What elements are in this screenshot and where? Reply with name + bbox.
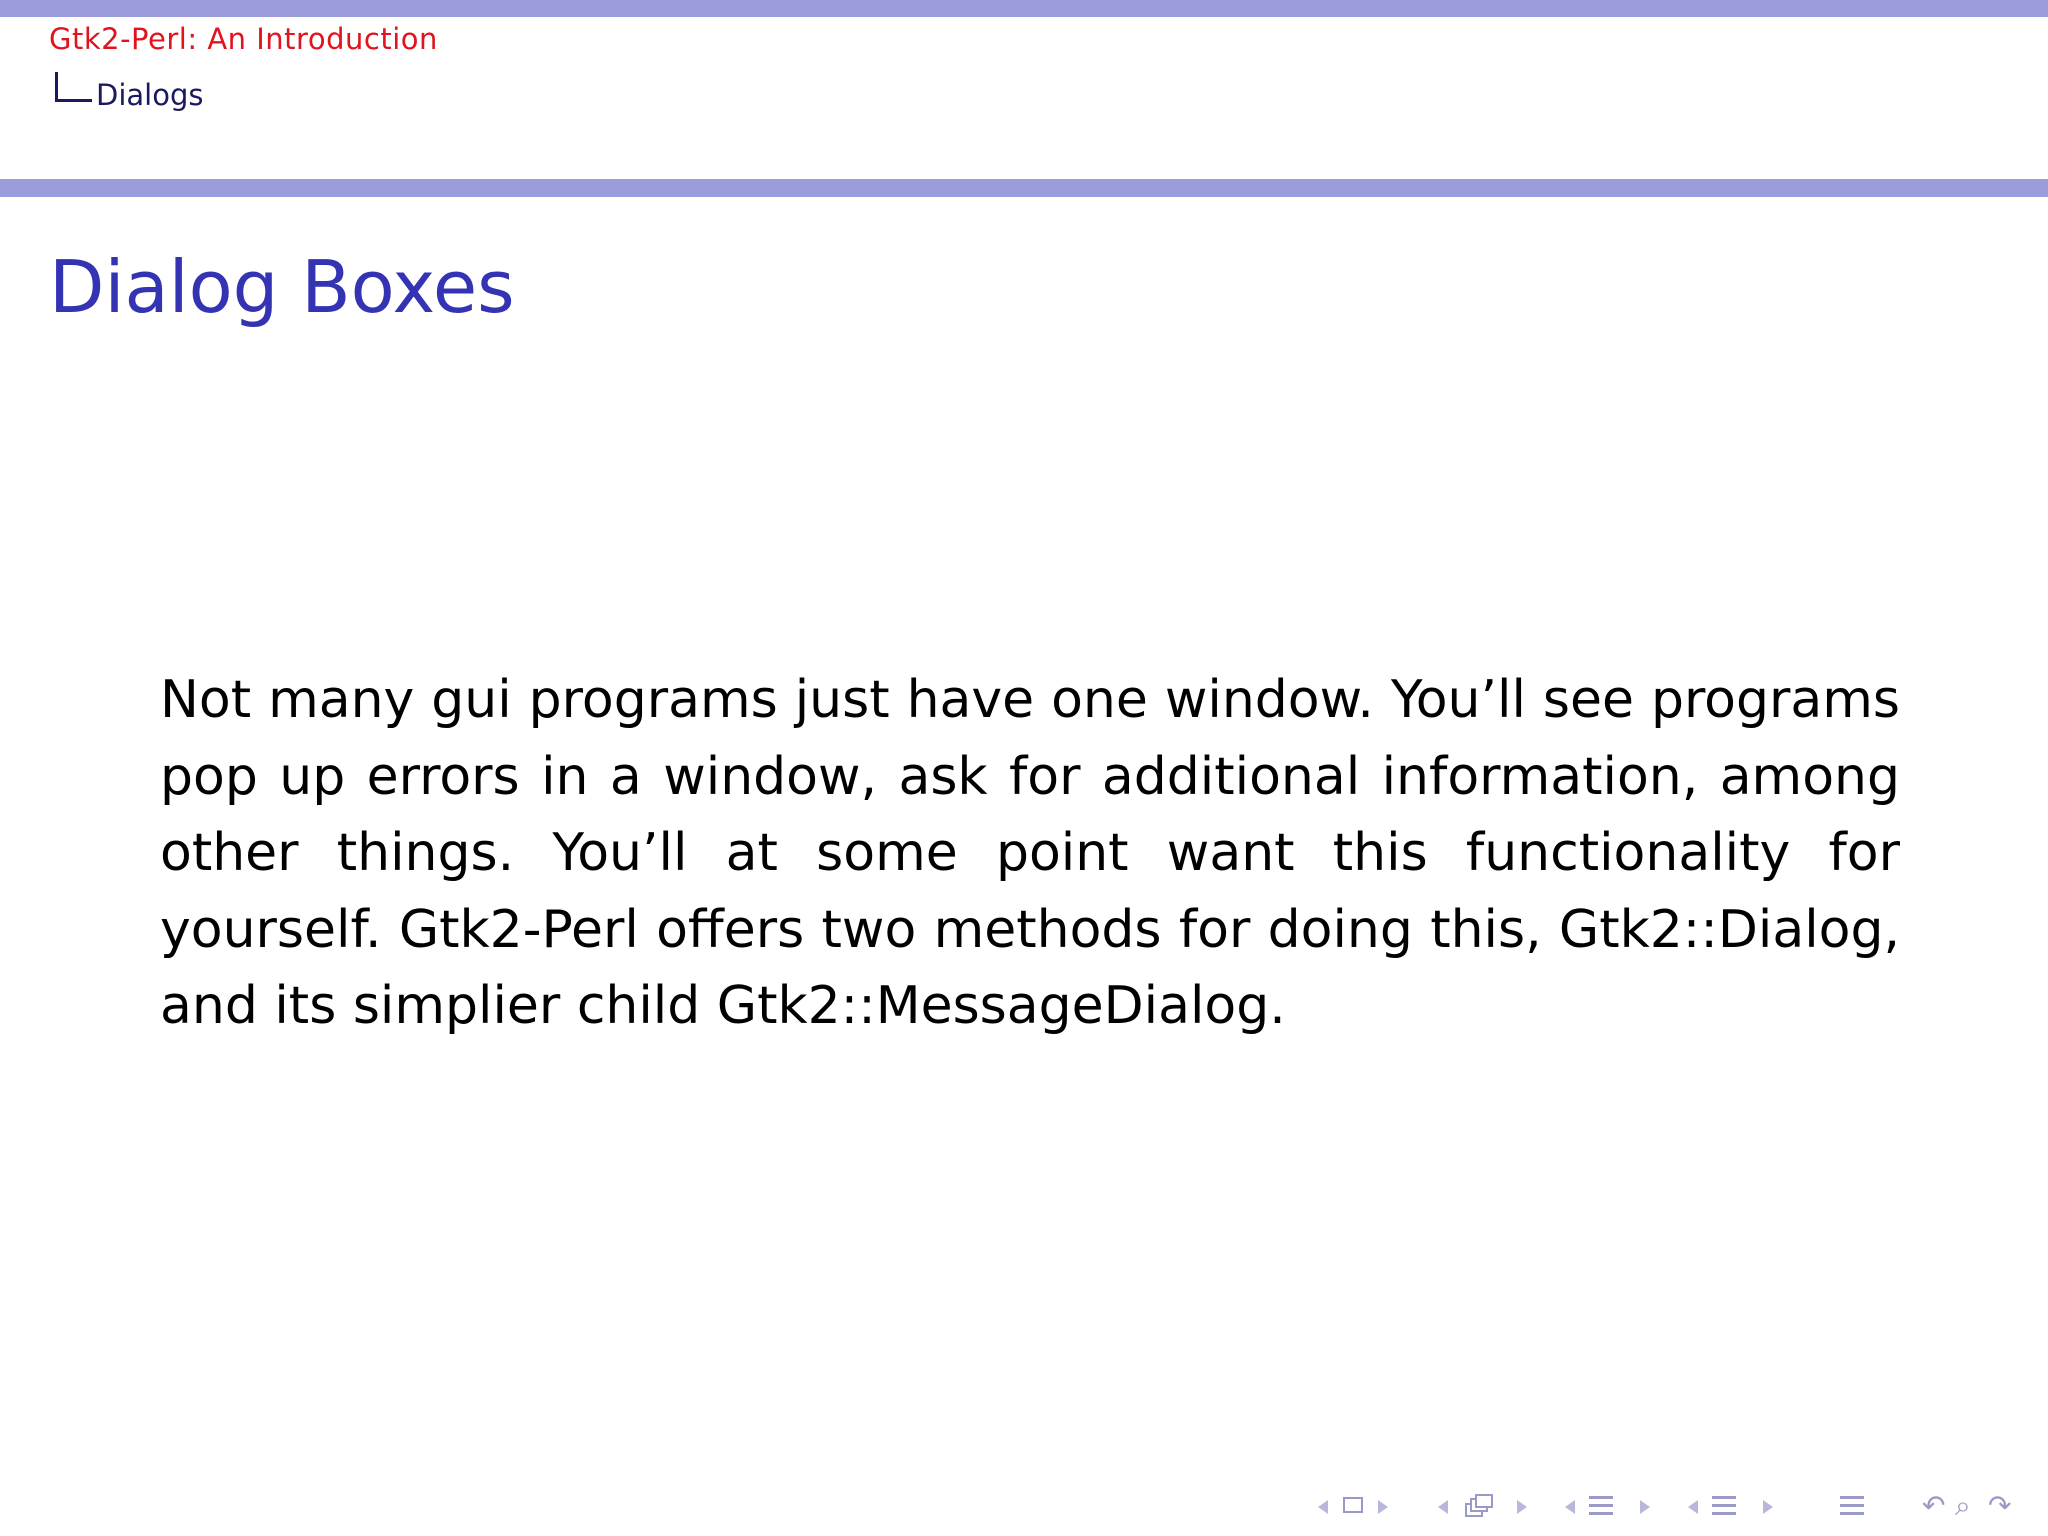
next-frame-arrow-icon[interactable] [1378,1500,1388,1514]
beamer-navigation-bar [1310,1488,2030,1524]
presentation-title: Gtk2-Perl: An Introduction [49,22,438,56]
frame-body-text: Not many gui programs just have one window. You’ll see programs pop up errors in a window, ask for additional information, among other things. You’ll at some point want this functionality for yourself. Gtk2-Perl offers two methods for doing this, Gtk2::Dialog, and its simplier child Gtk2::MessageDialog. [160,670,1900,1036]
document-icon[interactable] [1712,1494,1736,1518]
forward-icon[interactable]: ↷ [1988,1489,2012,1522]
frame-icon[interactable] [1343,1497,1363,1513]
next-document-arrow-icon[interactable] [1763,1500,1773,1514]
section-label: Dialogs [96,78,204,112]
next-section-arrow-icon[interactable] [1640,1500,1650,1514]
prev-subsection-arrow-icon[interactable] [1438,1500,1448,1514]
frame-title: Dialog Boxes [49,245,515,329]
search-icon[interactable]: ⌕ [1955,1489,1971,1522]
header-top-rule [0,0,2048,17]
prev-document-arrow-icon[interactable] [1688,1500,1698,1514]
next-subsection-arrow-icon[interactable] [1517,1500,1527,1514]
subsection-icon[interactable] [1465,1494,1493,1518]
prev-section-arrow-icon[interactable] [1565,1500,1575,1514]
section-icon[interactable] [1589,1494,1613,1518]
header-bottom-rule [0,179,2048,197]
tree-connector-icon [55,72,92,102]
appendix-icon[interactable] [1840,1494,1864,1518]
prev-frame-arrow-icon[interactable] [1318,1500,1328,1514]
back-icon[interactable]: ↶ [1922,1489,1946,1522]
